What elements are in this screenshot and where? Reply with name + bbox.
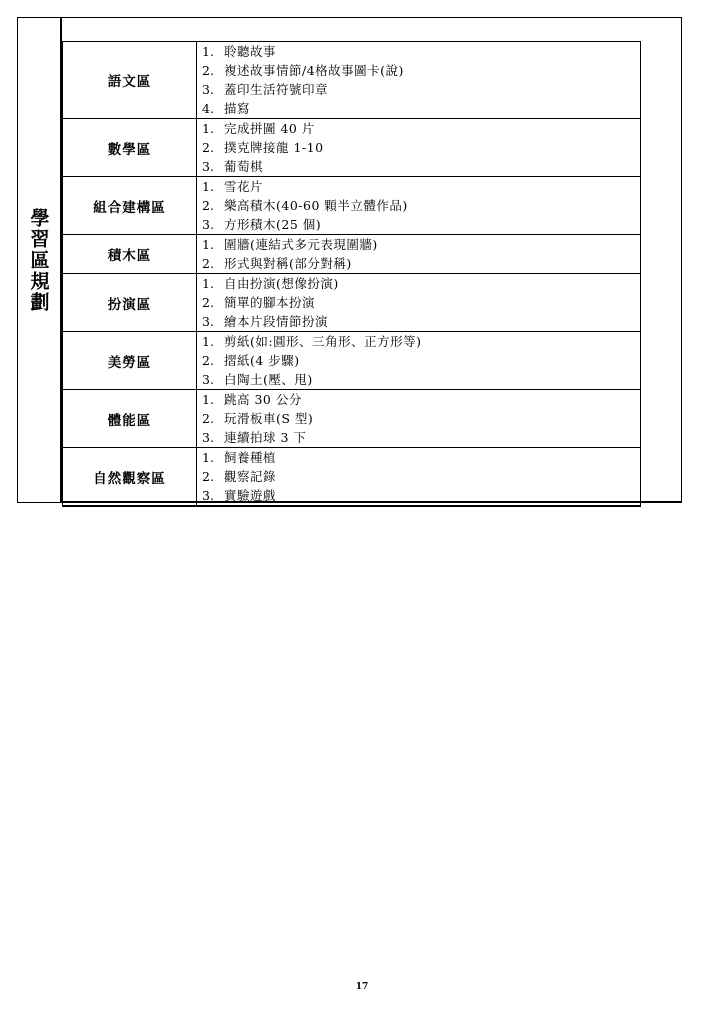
item-number: 2. (202, 198, 214, 213)
item-number: 1. (202, 276, 214, 291)
area-name: 扮演區 (63, 274, 197, 332)
item-text: 觀察記錄 (224, 469, 277, 484)
area-row (63, 235, 641, 274)
item-number: 1. (202, 121, 214, 136)
area-name: 體能區 (63, 390, 197, 448)
item-text: 繪本片段情節扮演 (224, 314, 329, 329)
learning-area-body (63, 42, 641, 507)
item-text: 描寫 (224, 101, 251, 116)
area-items (197, 235, 641, 274)
item-text: 連續拍球 3 下 (224, 430, 307, 445)
item-number: 1. (202, 450, 214, 465)
item-number: 1. (202, 44, 214, 59)
item-text: 方形積木(25 個) (224, 217, 322, 232)
item-number: 2. (202, 295, 214, 310)
item-number: 3. (202, 488, 214, 503)
area-row (63, 274, 641, 332)
area-item (202, 138, 640, 157)
area-item (202, 448, 640, 467)
area-row (63, 177, 641, 235)
area-item (202, 351, 640, 370)
area-row (63, 448, 641, 507)
area-row (63, 119, 641, 177)
area-item (202, 370, 640, 389)
area-item (202, 332, 640, 351)
item-text: 聆聽故事 (224, 44, 277, 59)
item-number: 3. (202, 82, 214, 97)
area-item (202, 467, 640, 486)
item-text: 圍牆(連結式多元表現圍牆) (224, 237, 378, 252)
area-name: 數學區 (63, 119, 197, 177)
item-number: 2. (202, 469, 214, 484)
item-text: 簡單的腳本扮演 (224, 295, 316, 310)
item-number: 2. (202, 353, 214, 368)
area-item (202, 215, 640, 234)
side-title-cell (17, 17, 61, 503)
item-text: 白陶土(壓、甩) (224, 372, 313, 387)
item-text: 剪紙(如:圓形、三角形、正方形等) (224, 334, 422, 349)
area-item (202, 390, 640, 409)
area-item (202, 293, 640, 312)
item-text: 樂高積木(40-60 顆半立體作品) (224, 198, 408, 213)
area-name: 自然觀察區 (63, 448, 197, 507)
item-text: 玩滑板車(S 型) (224, 411, 314, 426)
area-name: 積木區 (63, 235, 197, 274)
area-item (202, 235, 640, 254)
area-name: 組合建構區 (63, 177, 197, 235)
item-number: 1. (202, 179, 214, 194)
item-text: 跳高 30 公分 (224, 392, 302, 407)
item-number: 1. (202, 334, 214, 349)
learning-area-table (62, 41, 641, 507)
area-item (202, 409, 640, 428)
item-number: 4. (202, 101, 214, 116)
item-number: 2. (202, 63, 214, 78)
item-text: 實驗遊戲 (224, 488, 277, 503)
area-item (202, 119, 640, 138)
item-text: 摺紙(4 步驟) (224, 353, 300, 368)
page-number: 17 (355, 982, 369, 992)
area-item (202, 254, 640, 273)
area-item (202, 42, 640, 61)
area-item (202, 99, 640, 118)
area-item (202, 157, 640, 176)
item-number: 3. (202, 217, 214, 232)
area-item (202, 196, 640, 215)
area-item (202, 428, 640, 447)
area-item (202, 177, 640, 196)
item-number: 2. (202, 140, 214, 155)
item-number: 3. (202, 314, 214, 329)
item-text: 蓋印生活符號印章 (224, 82, 329, 97)
area-items (197, 332, 641, 390)
area-name: 語文區 (63, 42, 197, 119)
item-text: 飼養種植 (224, 450, 277, 465)
item-text: 形式與對稱(部分對稱) (224, 256, 352, 271)
item-number: 3. (202, 372, 214, 387)
side-title: 學習區規劃 (27, 207, 50, 313)
item-text: 完成拼圖 40 片 (224, 121, 315, 136)
area-item (202, 486, 640, 505)
item-number: 3. (202, 159, 214, 174)
area-row (63, 42, 641, 119)
item-text: 複述故事情節/4格故事圖卡(說) (224, 63, 404, 78)
item-number: 3. (202, 430, 214, 445)
item-number: 2. (202, 256, 214, 271)
item-text: 自由扮演(想像扮演) (224, 276, 339, 291)
area-items (197, 42, 641, 119)
area-items (197, 390, 641, 448)
item-number: 1. (202, 392, 214, 407)
area-items (197, 448, 641, 507)
item-text: 雪花片 (224, 179, 264, 194)
area-items (197, 177, 641, 235)
item-number: 2. (202, 411, 214, 426)
area-items (197, 274, 641, 332)
area-item (202, 274, 640, 293)
area-row (63, 332, 641, 390)
item-text: 撲克牌接龍 1-10 (224, 140, 324, 155)
area-item (202, 61, 640, 80)
area-row (63, 390, 641, 448)
item-text: 葡萄棋 (224, 159, 264, 174)
area-item (202, 312, 640, 331)
item-number: 1. (202, 237, 214, 252)
area-items (197, 119, 641, 177)
area-name: 美勞區 (63, 332, 197, 390)
area-item (202, 80, 640, 99)
